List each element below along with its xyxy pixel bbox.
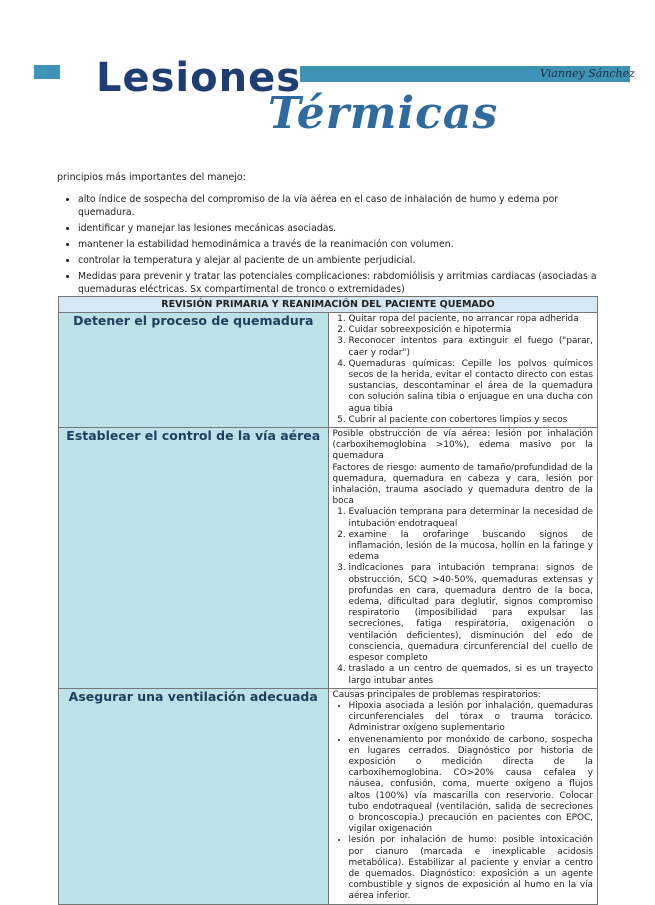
list-item: • Medidas para prevenir y tratar las potenciales complicaciones: rabdomiólisis y arritmias cardiacas (asociadas a quemaduras eléctricas. Sx compartimental de tronco o extremidades) bbox=[78, 270, 616, 296]
list-item: 3. indicaciones para intubación temprana: signos de obstrucción, SCQ >40-50%, quemaduras extensas y profundas en cara, quemadura dentro de la boca, edema, dificultad para deglutir, signos compromiso respiratorio (imposibilidad para expulsar las secreciones, fatiga respiratoria, oxigenación o ventilación deficientes), disminución del edo de consciencia, quemadura circunferencial del cuello de espesor completo bbox=[349, 563, 594, 664]
list-item: • lesión por inhalación de humo: posible intoxicación por cianuro (marcada e inexplicable acidosis metabólica). Estabilizar al paciente y enviar a centro de quemados. Diagnóstico: exposición a un agente combustible y signos de exposición al humo en la vía aérea inferior. bbox=[349, 835, 594, 902]
primary-survey-table bbox=[58, 296, 598, 905]
row-content-airway bbox=[328, 428, 598, 689]
principles-list bbox=[62, 193, 616, 299]
list-item: 5. Cubrir al paciente con cobertores limpios y secos bbox=[349, 415, 594, 426]
list-item: 4. traslado a un centro de quemados, si es un trayecto largo intubar antes bbox=[349, 664, 594, 686]
table-row bbox=[59, 313, 598, 428]
row-content-stop-burn bbox=[328, 313, 598, 428]
list-item: • identificar y manejar las lesiones mecánicas asociadas. bbox=[78, 222, 616, 235]
table-header: REVISIÓN PRIMARIA Y REANIMACIÓN DEL PACIENTE QUEMADO bbox=[59, 297, 598, 313]
list-item: • mantener la estabilidad hemodinámica a través de la reanimación con volumen. bbox=[78, 238, 616, 251]
list-item: • envenenamiento por monóxido de carbono, sospecha en lugares cerrados. Diagnóstico por historia de exposición o medición directa de la carboxihemoglobina. CO>20% causa cefalea y náusea, confusión, coma, muerte oxígeno a flujos altos (100%) vía mascarilla con reservorio. Colocar tubo endotraqueal (ventilación, salida de secreciones o broncoscopia.) precaución en pacientes con EPOC, vigilar oxigenación bbox=[349, 735, 594, 836]
page-title-line1: Lesiones bbox=[96, 55, 302, 101]
list-item: • controlar la temperatura y alejar al paciente de un ambiente perjudicial. bbox=[78, 254, 616, 267]
intro-heading: principios más importantes del manejo: bbox=[57, 172, 246, 183]
list-item: 1. Evaluación temprana para determinar la necesidad de intubación endotraqueal bbox=[349, 507, 594, 529]
paragraph: Causas principales de problemas respiratorios: bbox=[332, 689, 541, 700]
table-row bbox=[59, 428, 598, 689]
header-accent-square bbox=[34, 65, 60, 79]
list-item: 1. Quitar ropa del paciente, no arrancar ropa adherida bbox=[349, 314, 594, 325]
row-label-airway: Establecer el control de la vía aérea bbox=[59, 428, 329, 689]
list-item: • Hipoxia asociada a lesión por inhalación, quemaduras circunferenciales del tórax o trauma torácico. Administrar oxígeno suplementario bbox=[349, 701, 594, 735]
paragraph: Factores de riesgo: aumento de tamaño/profundidad de la quemadura, quemadura en cabeza y cara, lesión por inhalación, trauma asociado y quemadura dentro de la boca bbox=[332, 462, 593, 507]
list-item: 4. Quemaduras químicas: Cepille los polvos químicos secos de la herida, evitar el contacto directo con estas sustancias, descontaminar el área de la quemadura con solución salina tibia o enjuague en una ducha con agua tibia bbox=[349, 359, 594, 415]
list-item: 2. examine la orofaringe buscando signos de inflamación, lesión de la mucosa, hollín en la faringe y edema bbox=[349, 530, 594, 564]
list-item: 2. Cuidar sobreexposición e hipotermia bbox=[349, 325, 594, 336]
paragraph: Posible obstrucción de vía aérea: lesión por inhalación (carboxihemoglobina >10%), edema masivo por la quemadura bbox=[332, 429, 593, 462]
table-row bbox=[59, 688, 598, 904]
list-item: • alto índice de sospecha del compromiso de la vía aérea en el caso de inhalación de humo y edema por quemadura. bbox=[78, 193, 616, 219]
row-label-ventilation: Asegurar una ventilación adecuada bbox=[59, 688, 329, 904]
row-label-stop-burn: Detener el proceso de quemadura bbox=[59, 313, 329, 428]
author-signature: Vianney Sánchez bbox=[540, 67, 635, 80]
list-item: 3. Reconocer intentos para extinguir el fuego ("parar, caer y rodar") bbox=[349, 336, 594, 358]
row-content-ventilation bbox=[328, 688, 598, 904]
page-title-line2: Térmicas bbox=[268, 88, 499, 139]
